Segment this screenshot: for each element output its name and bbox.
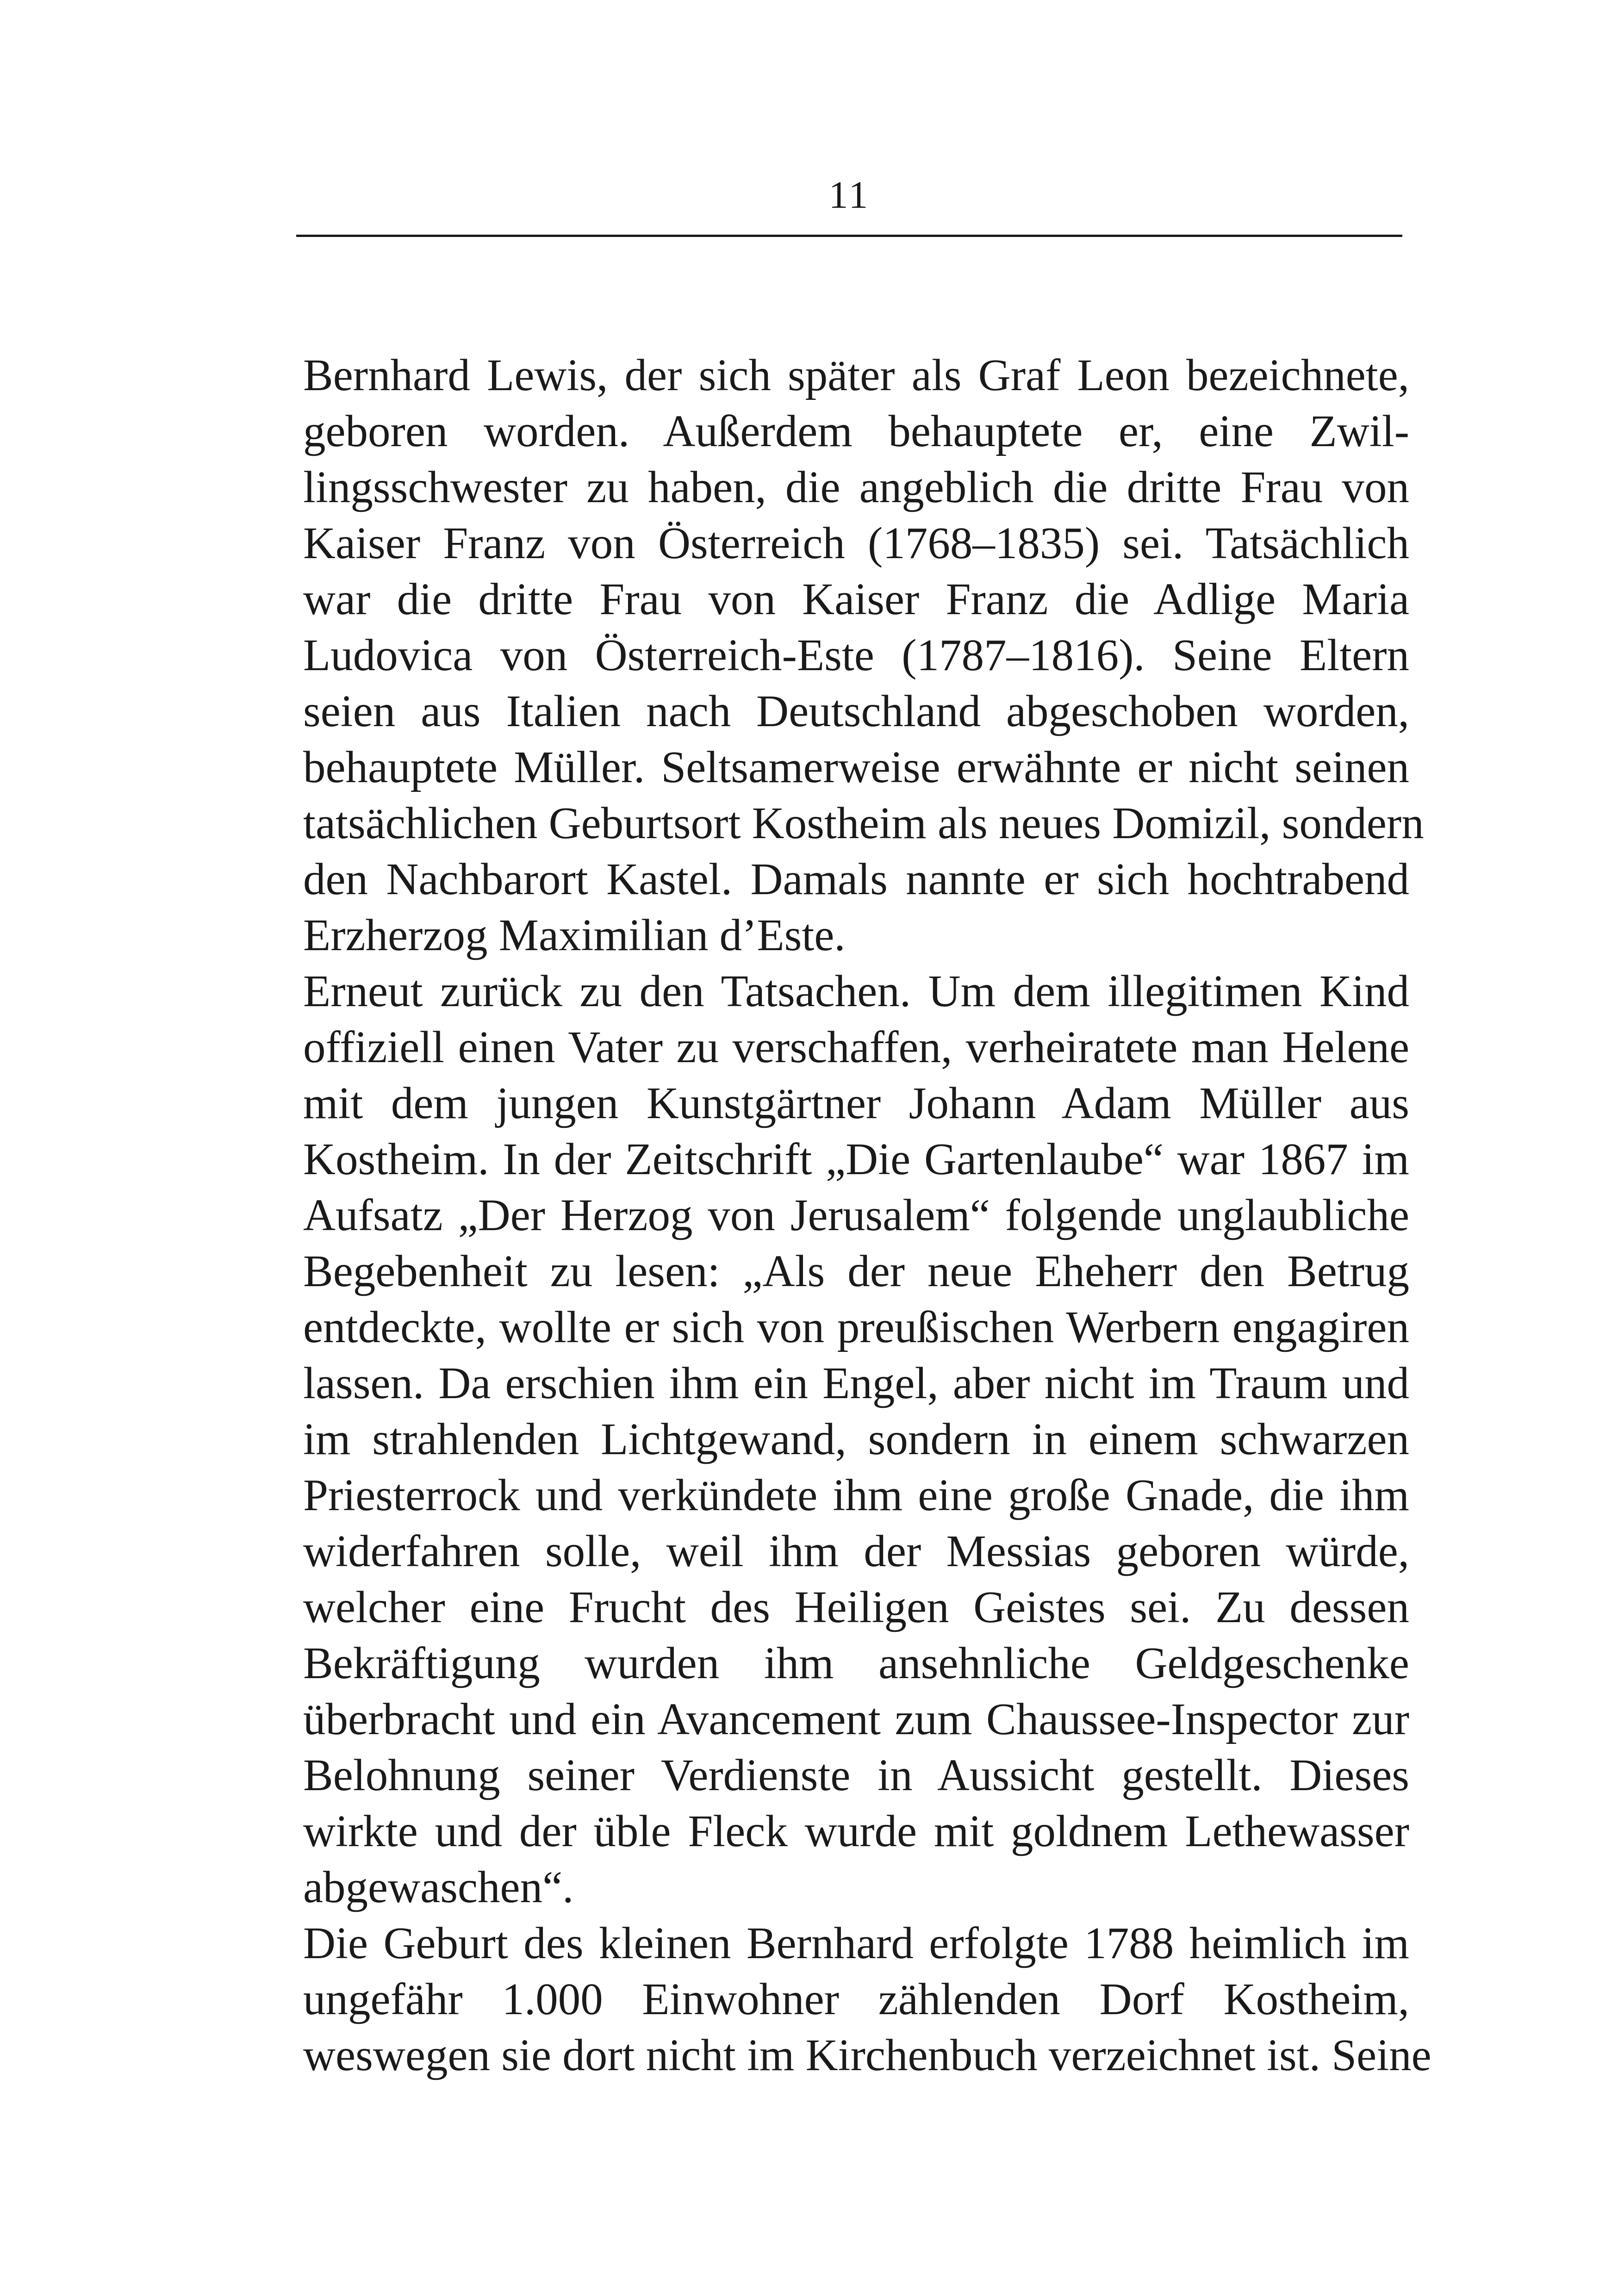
text-line: den Nachbarort Kastel. Damals nannte er sich hochtrabend: [303, 854, 1409, 904]
text-line: Begebenheit zu lesen: „Als der neue Eheherr den Betrug: [303, 1246, 1409, 1296]
text-line: lingsschwester zu haben, die angeblich die dritte Frau von: [303, 462, 1409, 512]
text-line: lassen. Da erschien ihm ein Engel, aber nicht im Traum und: [303, 1358, 1409, 1408]
text-line: entdeckte, wollte er sich von preußischen Werbern engagiren: [303, 1302, 1409, 1352]
text-line: Aufsatz „Der Herzog von Jerusalem“ folgende unglaubliche: [303, 1190, 1409, 1240]
text-line: welcher eine Frucht des Heiligen Geistes sei. Zu dessen: [303, 1582, 1409, 1632]
text-line: im strahlenden Lichtgewand, sondern in einem schwarzen: [303, 1414, 1409, 1464]
text-line: Bernhard Lewis, der sich später als Graf Leon bezeichnete,: [303, 350, 1409, 400]
text-line: tatsächlichen Geburtsort Kostheim als neues Domizil, sondern: [303, 798, 1424, 848]
text-line: mit dem jungen Kunstgärtner Johann Adam Müller aus: [303, 1078, 1409, 1128]
text-line: widerfahren solle, weil ihm der Messias geboren würde,: [303, 1526, 1409, 1576]
header-rule: [296, 235, 1402, 237]
text-line: wirkte und der üble Fleck wurde mit goldnem Lethewasser: [303, 1806, 1409, 1856]
text-line: Die Geburt des kleinen Bernhard erfolgte 1788 heimlich im: [303, 1918, 1409, 1968]
page-number: 11: [828, 174, 870, 217]
text-line: weswegen sie dort nicht im Kirchenbuch verzeichnet ist. Seine: [303, 2030, 1431, 2080]
text-line: ungefähr 1.000 Einwohner zählenden Dorf Kostheim,: [303, 1974, 1409, 2024]
text-line: Kostheim. In der Zeitschrift „Die Gartenlaube“ war 1867 im: [303, 1134, 1409, 1184]
text-line: Belohnung seiner Verdienste in Aussicht gestellt. Dieses: [303, 1750, 1409, 1800]
text-line: überbracht und ein Avancement zum Chaussee-Inspector zur: [303, 1694, 1409, 1744]
text-line: seien aus Italien nach Deutschland abgeschoben worden,: [303, 686, 1409, 736]
text-line: behauptete Müller. Seltsamerweise erwähnte er nicht seinen: [303, 742, 1409, 792]
text-line: Bekräftigung wurden ihm ansehnliche Geldgeschenke: [303, 1638, 1409, 1688]
text-line: geboren worden. Außerdem behauptete er, eine Zwil-: [303, 406, 1409, 456]
text-line: abgewaschen“.: [303, 1862, 574, 1912]
body-text: [303, 347, 1431, 2083]
text-line: war die dritte Frau von Kaiser Franz die Adlige Maria: [303, 574, 1409, 624]
text-line: Kaiser Franz von Österreich (1768–1835) sei. Tatsächlich: [303, 518, 1409, 568]
text-line: Erneut zurück zu den Tatsachen. Um dem illegitimen Kind: [303, 966, 1409, 1016]
text-line: Ludovica von Österreich-Este (1787–1816). Seine Eltern: [303, 630, 1409, 680]
text-line: Erzherzog Maximilian d’Este.: [303, 910, 846, 960]
text-line: Priesterrock und verkündete ihm eine große Gnade, die ihm: [303, 1470, 1409, 1520]
text-line: offiziell einen Vater zu verschaffen, verheiratete man Helene: [303, 1022, 1409, 1072]
